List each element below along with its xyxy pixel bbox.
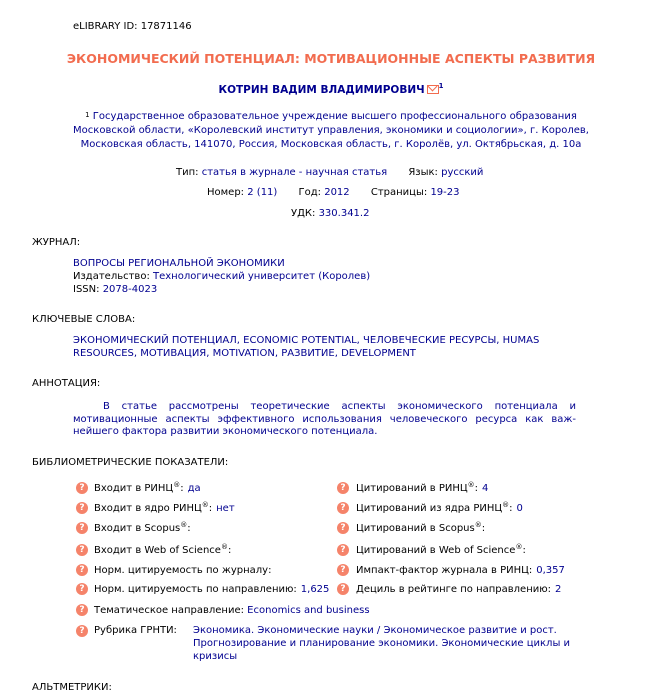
elibrary-id: eLIBRARY ID: 17871146: [73, 21, 192, 32]
udk-row: УДК: 330.341.2: [291, 208, 370, 219]
metric-label: Цитирований в Web of Science: [356, 545, 516, 556]
registered-mark: ®: [220, 543, 228, 551]
metric-value[interactable]: нет: [216, 503, 235, 514]
issn-row: ISSN: 2078-4023: [73, 284, 158, 295]
metric-colon: :: [509, 503, 513, 514]
metric-value[interactable]: 4: [482, 483, 489, 494]
metric-value[interactable]: 0: [516, 503, 523, 514]
affiliation-sup: 1: [85, 111, 90, 119]
metric-colon: :: [481, 523, 486, 534]
help-icon[interactable]: ?: [76, 502, 88, 514]
help-icon[interactable]: ?: [337, 502, 349, 514]
help-icon[interactable]: ?: [76, 482, 88, 494]
metric-value[interactable]: да: [187, 483, 201, 494]
metric-colon: :: [522, 545, 526, 556]
topic-row: Тематическое направление: Economics and business: [94, 605, 370, 616]
pages-value: 19-23: [430, 187, 460, 198]
metric-value[interactable]: 1,625: [300, 584, 330, 595]
year-value: 2012: [324, 187, 350, 198]
language-value: русский: [441, 167, 484, 178]
help-icon[interactable]: ?: [76, 604, 88, 616]
affiliation-line-1: $^1$ Государственное образовательное учреждение высшего профессионального образования: [85, 111, 577, 122]
altmetrics-heading: АЛЬТМЕТРИКИ:: [32, 682, 112, 693]
biblio-heading: БИБЛИОМЕТРИЧЕСКИЕ ПОКАЗАТЕЛИ:: [32, 457, 229, 468]
metric-label: Входит в РИНЦ: [94, 483, 174, 494]
metric-row: [356, 545, 526, 556]
keywords-line-1[interactable]: ЭКОНОМИЧЕСКИЙ ПОТЕНЦИАЛ, ECONOMIC POTENTIAL, ЧЕЛОВЕЧЕСКИЕ РЕСУРСЫ, HUMAS: [73, 335, 540, 346]
help-icon[interactable]: ?: [76, 583, 88, 595]
metric-row: [94, 584, 329, 595]
metric-row: [94, 483, 201, 494]
help-icon[interactable]: ?: [76, 544, 88, 556]
issue-number-link[interactable]: 2 (11): [247, 187, 278, 198]
journal-link[interactable]: ВОПРОСЫ РЕГИОНАЛЬНОЙ ЭКОНОМИКИ: [73, 258, 285, 269]
topic-value: Economics and business: [247, 605, 370, 616]
metric-colon: :: [180, 483, 184, 494]
metric-label: Цитирований из ядра РИНЦ: [356, 503, 503, 514]
help-icon[interactable]: ?: [337, 482, 349, 494]
affiliation-line-2: Московской области, «Королевский институт управления, экономики и социологии», г. Королев,: [73, 125, 589, 136]
type-value: статья в журнале - научная статья: [201, 167, 388, 178]
help-icon[interactable]: ?: [76, 625, 88, 637]
help-icon[interactable]: ?: [337, 583, 349, 595]
keywords-heading: КЛЮЧЕВЫЕ СЛОВА:: [32, 314, 136, 325]
help-icon[interactable]: ?: [337, 564, 349, 576]
affiliation-line-3: Московская область, 141070, Россия, Московская область, г. Королёв, ул. Октябрьская, д. 10а: [80, 139, 582, 150]
article-title: ЭКОНОМИЧЕСКИЙ ПОТЕНЦИАЛ: МОТИВАЦИОННЫЕ АСПЕКТЫ РАЗВИТИЯ: [66, 51, 596, 66]
author-affiliation-ref: 1: [438, 82, 444, 90]
help-icon[interactable]: ?: [76, 522, 88, 534]
metric-label: Цитирований в Scopus: [356, 523, 475, 534]
registered-mark: ®: [474, 521, 482, 529]
annotation-text: В статье рассмотрены теоретические аспекты экономического потенциала и мотивационные аспекты эффективного использования человеческого ресурса как важ-нейшего фактора развитии экономического потенциала.: [73, 401, 576, 437]
metric-row: [94, 503, 235, 514]
metric-row: [94, 545, 231, 556]
metric-label: Входит в ядро РИНЦ: [94, 503, 202, 514]
metric-label: Дециль в рейтинге по направлению:: [356, 584, 552, 595]
metric-label: Импакт-фактор журнала в РИНЦ:: [356, 565, 533, 576]
envelope-icon[interactable]: [427, 85, 439, 94]
publisher-row: Издательство: Технологический университет (Королев): [73, 271, 371, 282]
metric-row: [94, 565, 271, 576]
metric-value[interactable]: 0,357: [536, 565, 565, 576]
registered-mark: ®: [467, 481, 475, 489]
registered-mark: ®: [173, 481, 181, 489]
metric-colon: :: [187, 523, 191, 534]
journal-heading: ЖУРНАЛ:: [32, 237, 81, 248]
metric-row: [94, 523, 191, 534]
help-icon[interactable]: ?: [76, 564, 88, 576]
metric-colon: :: [208, 503, 213, 514]
metric-label: Входит в Web of Science: [94, 545, 221, 556]
metric-colon: :: [227, 545, 232, 556]
number-row: Номер: 2 (11) Год: 2012 Страницы: 19-23: [207, 187, 460, 198]
grnti-line-3[interactable]: кризисы: [193, 651, 238, 662]
metric-row: [356, 523, 485, 534]
registered-mark: ®: [502, 501, 510, 509]
help-icon[interactable]: ?: [337, 544, 349, 556]
registered-mark: ®: [180, 521, 188, 529]
udk-value: 330.341.2: [318, 208, 370, 219]
registered-mark: ®: [201, 501, 209, 509]
metric-row: [356, 565, 565, 576]
metric-row: [356, 584, 561, 595]
issn-value: 2078-4023: [102, 284, 158, 295]
registered-mark: ®: [515, 543, 523, 551]
metric-colon: :: [474, 483, 479, 494]
type-row: Тип: статья в журнале - научная статья Язык: русский: [176, 167, 484, 178]
metric-label: Норм. цитируемость по направлению:: [94, 584, 297, 595]
publisher-link[interactable]: Технологический университет (Королев): [153, 271, 371, 282]
metric-label: Цитирований в РИНЦ: [356, 483, 468, 494]
keywords-line-2[interactable]: RESOURCES, МОТИВАЦИЯ, MOTIVATION, РАЗВИТИЕ, DEVELOPMENT: [73, 348, 416, 359]
annotation-heading: АННОТАЦИЯ:: [32, 378, 101, 389]
grnti-line-1[interactable]: Экономика. Экономические науки / Экономическое развитие и рост.: [193, 625, 557, 636]
help-icon[interactable]: ?: [337, 522, 349, 534]
metric-row: [356, 503, 523, 514]
author-name[interactable]: КОТРИН ВАДИМ ВЛАДИМИРОВИЧ: [218, 84, 425, 96]
grnti-label: Рубрика ГРНТИ:: [94, 625, 177, 636]
grnti-line-2[interactable]: Прогнозирование и планирование экономики. Экономические циклы и: [193, 638, 571, 649]
metric-label: Входит в Scopus: [94, 523, 181, 534]
metric-label: Норм. цитируемость по журналу:: [94, 565, 272, 576]
author-line: [0, 84, 662, 96]
metric-row: [356, 483, 488, 494]
metric-value[interactable]: 2: [555, 584, 562, 595]
